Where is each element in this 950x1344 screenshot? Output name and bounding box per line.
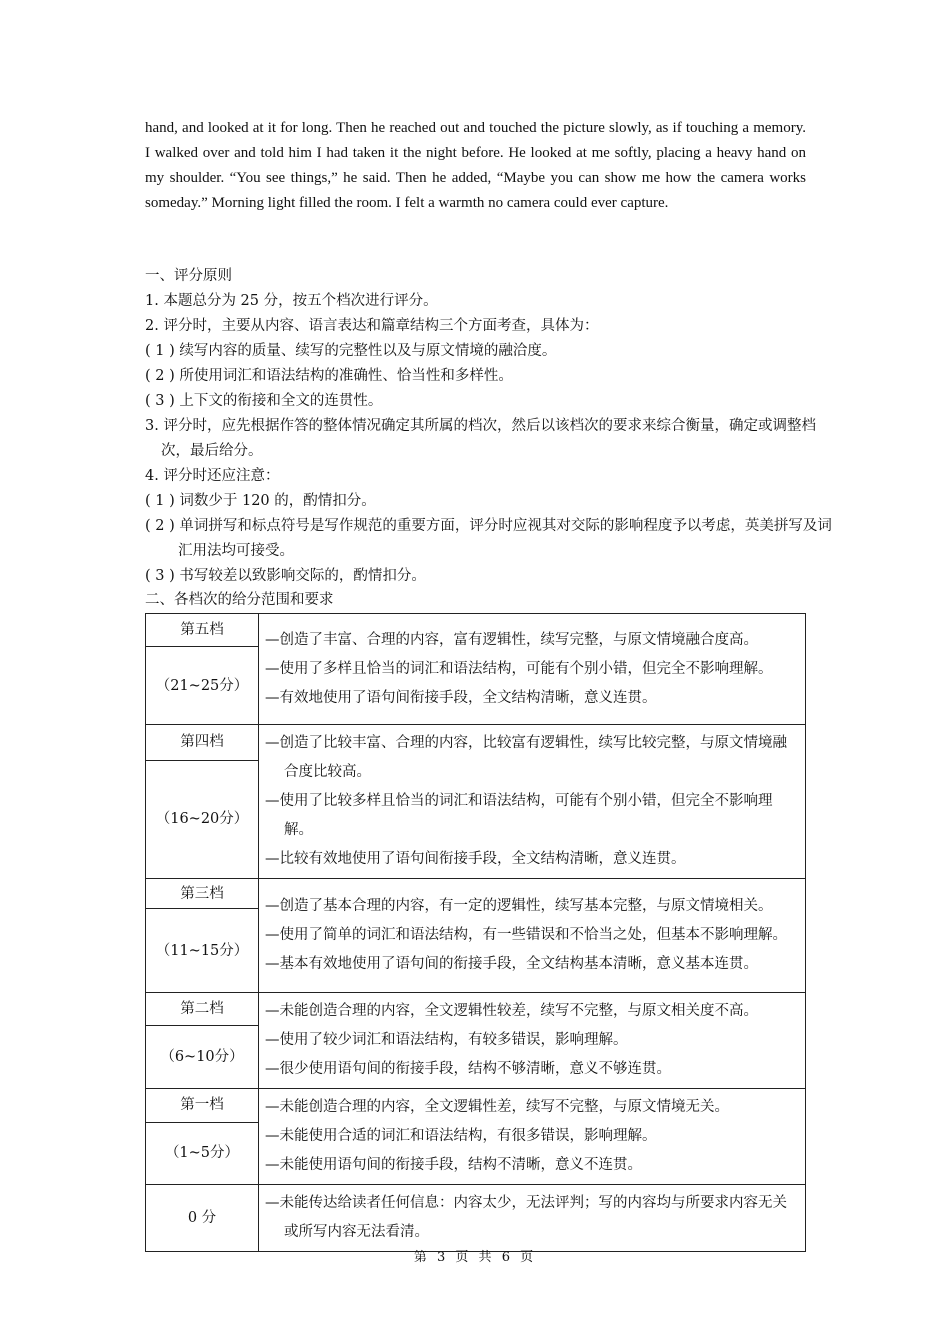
level-3-range: （11~15分） <box>146 909 259 993</box>
level-1-criteria <box>259 1089 806 1185</box>
rule-2: 2. 评分时，主要从内容、语言表达和篇章结构三个方面考查，具体为： <box>145 318 599 334</box>
rule-4: 4. 评分时还应注意： <box>145 468 280 484</box>
criterion: —使用了比较多样且恰当的词汇和语法结构，可能有个别小错，但完全不影响理解。 <box>265 793 773 838</box>
level-3-criteria <box>259 879 806 993</box>
level-2-criteria <box>259 993 806 1089</box>
rule-4-2: ( 2 ) 单词拼写和标点符号是写作规范的重要方面，评分时应视其对交际的影响程度予以考虑，英美拼写及词汇用法均可接受。 <box>145 518 832 559</box>
level-1-name: 第一档 <box>146 1089 259 1123</box>
criterion: —未能创造合理的内容，全文逻辑性差，续写不完整，与原文情境无关。 <box>265 1099 729 1115</box>
level-3-name: 第三档 <box>146 879 259 909</box>
level-5-criteria <box>259 614 806 725</box>
criterion: —创造了丰富、合理的内容，富有逻辑性，续写完整，与原文情境融合度高。 <box>265 631 758 648</box>
criterion: —使用了简单的词汇和语法结构，有一些错误和不恰当之处，但基本不影响理解。 <box>265 927 787 943</box>
criterion: —基本有效地使用了语句间的衔接手段，全文结构基本清晰，意义基本连贯。 <box>265 956 758 972</box>
level-5-range: （21~25分） <box>146 647 259 725</box>
page-footer: 第 3 页 共 6 页 <box>413 1250 537 1265</box>
level-0-name: 0 分 <box>146 1185 259 1252</box>
level-5-row <box>146 614 806 647</box>
level-4-name: 第四档 <box>146 725 259 761</box>
level-2-range: （6~10分） <box>146 1025 259 1088</box>
criterion: —未能传达给读者任何信息：内容太少，无法评判；写的内容均与所要求内容无关或所写内容无法看清。 <box>265 1195 787 1240</box>
criterion: —有效地使用了语句间衔接手段，全文结构清晰，意义连贯。 <box>265 689 657 706</box>
rule-2-2: ( 2 ) 所使用词汇和语法结构的准确性、恰当性和多样性。 <box>145 368 513 384</box>
rule-2-3: ( 3 ) 上下文的衔接和全文的连贯性。 <box>145 393 383 409</box>
story-paragraph: hand, and looked at it for long. Then he reached out and touched the picture slowly, as if touching a memory. I walked over and told him I had taken it the night before. He looked at me softly, placing a heavy hand on my shoulder. “You see things,” he said. Then he added, “Maybe you can show me how the camera works someday.” Morning light filled the room. I felt a warmth no camera could ever capture. <box>145 120 806 211</box>
level-0-row <box>146 1185 806 1252</box>
level-3-row <box>146 879 806 909</box>
criterion: —使用了多样且恰当的词汇和语法结构，可能有个别小错，但完全不影响理解。 <box>265 660 773 677</box>
rule-3: 3. 评分时，应先根据作答的整体情况确定其所属的档次，然后以该档次的要求来综合衡量，确定或调整档次，最后给分。 <box>145 418 816 459</box>
criterion: —很少使用语句间的衔接手段，结构不够清晰，意义不够连贯。 <box>265 1061 671 1077</box>
criterion: —未能使用语句间的衔接手段，结构不清晰，意义不连贯。 <box>265 1157 642 1173</box>
level-0-criteria <box>259 1185 806 1252</box>
criterion: —比较有效地使用了语句间衔接手段，全文结构清晰，意义连贯。 <box>265 851 686 867</box>
level-1-range: （1~5分） <box>146 1122 259 1184</box>
criterion: —创造了比较丰富、合理的内容，比较富有逻辑性，续写比较完整，与原文情境融合度比较高。 <box>265 735 787 780</box>
level-4-row <box>146 725 806 761</box>
rule-2-1: ( 1 ) 续写内容的质量、续写的完整性以及与原文情境的融洽度。 <box>145 343 557 359</box>
rule-4-3: ( 3 ) 书写较差以致影响交际的，酌情扣分。 <box>145 568 426 584</box>
level-1-row <box>146 1089 806 1123</box>
level-5-name: 第五档 <box>146 614 259 647</box>
grading-table <box>145 613 806 1252</box>
criterion: —使用了较少词汇和语法结构，有较多错误，影响理解。 <box>265 1032 628 1048</box>
criterion: —未能创造合理的内容，全文逻辑性较差，续写不完整，与原文相关度不高。 <box>265 1003 758 1019</box>
section2-heading: 二、各档次的给分范围和要求 <box>145 592 334 608</box>
level-4-criteria <box>259 725 806 879</box>
rule-4-1: ( 1 ) 词数少于 120 的，酌情扣分。 <box>145 493 376 509</box>
criterion: —未能使用合适的词汇和语法结构，有很多错误，影响理解。 <box>265 1128 657 1144</box>
level-2-row <box>146 993 806 1026</box>
level-4-range: （16~20分） <box>146 760 259 878</box>
section1-heading: 一、评分原则 <box>145 268 232 284</box>
criterion: —创造了基本合理的内容，有一定的逻辑性，续写基本完整，与原文情境相关。 <box>265 898 773 914</box>
level-2-name: 第二档 <box>146 993 259 1026</box>
rule-1: 1. 本题总分为 25 分，按五个档次进行评分。 <box>145 293 438 309</box>
